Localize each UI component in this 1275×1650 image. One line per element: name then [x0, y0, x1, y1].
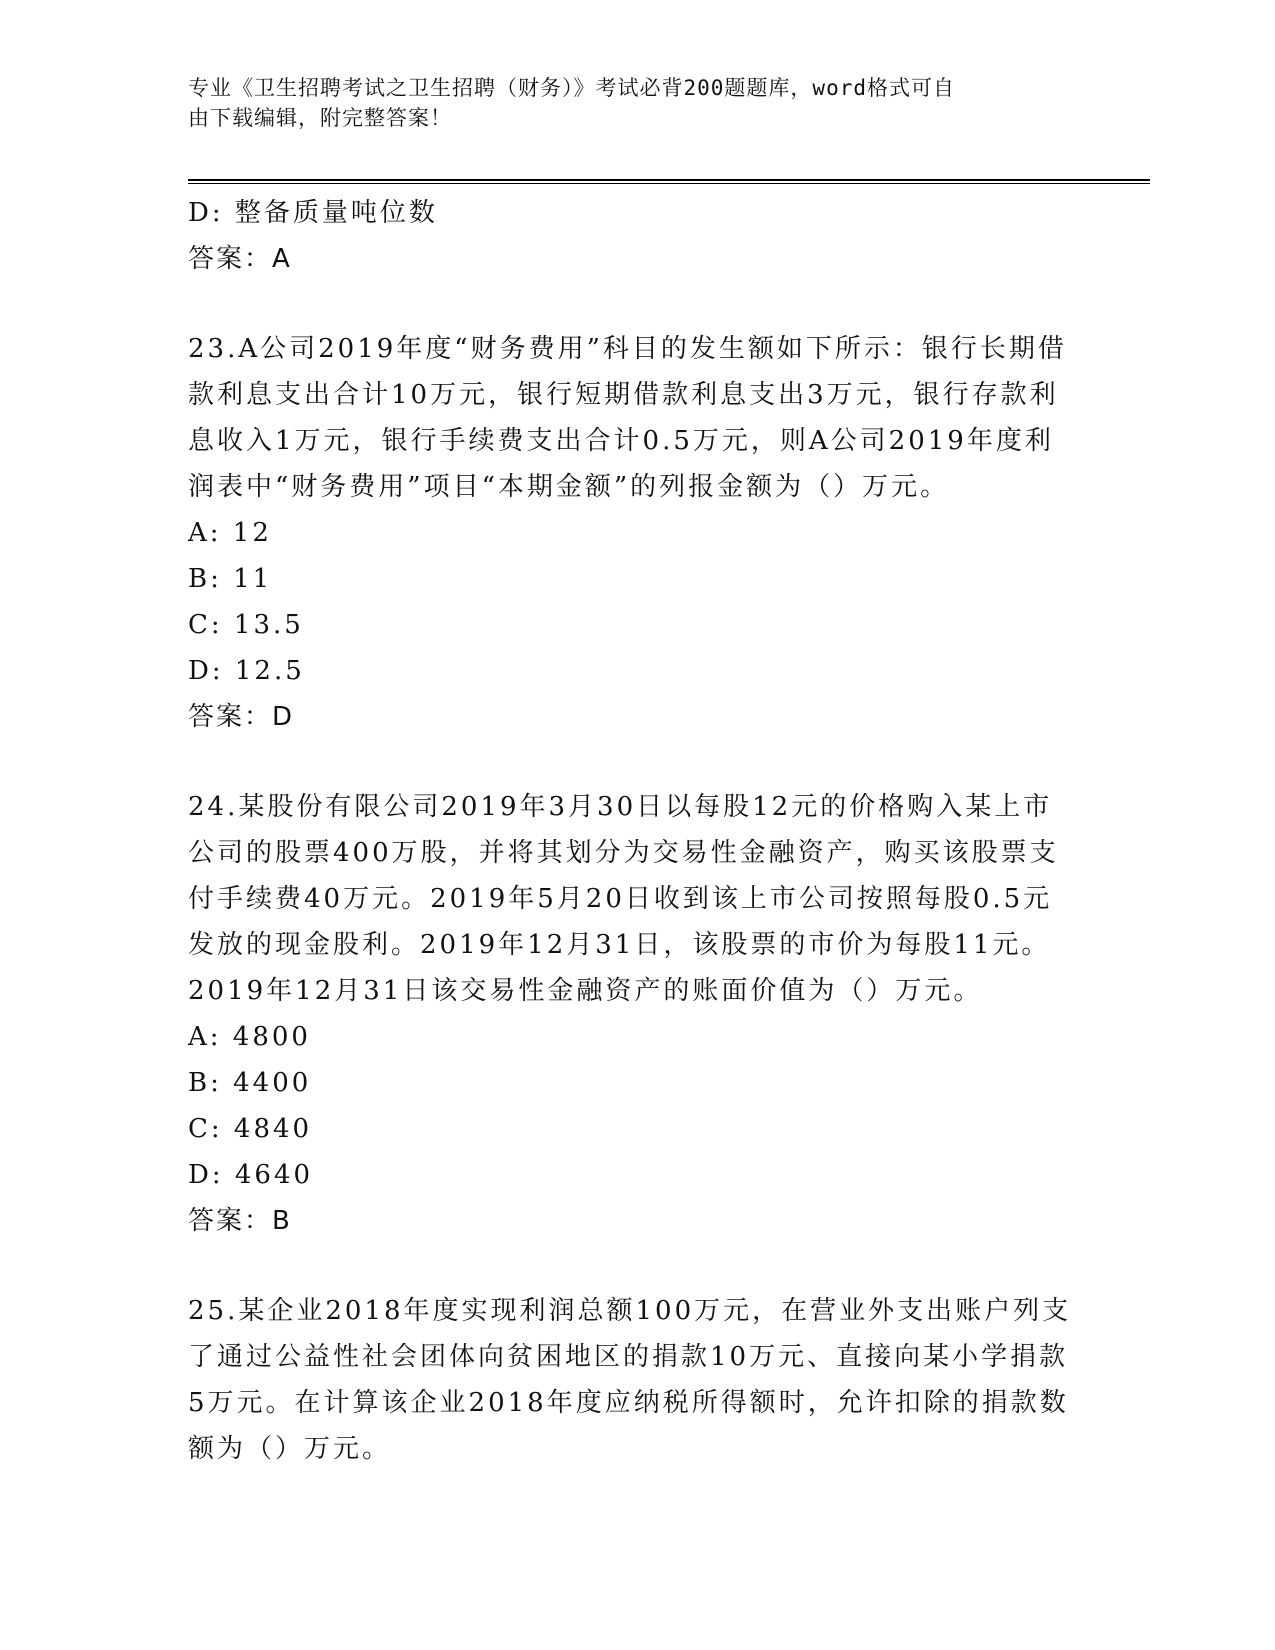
spacer: [188, 282, 1088, 326]
option-d: D: 12.5: [188, 656, 305, 686]
header-line-1: 专业《卫生招聘考试之卫生招聘（财务）》考试必背200题题库，word格式可自: [188, 76, 955, 100]
question-text-line: 润表中“财务费用”项目“本期金额”的列报金额为（）万元。: [188, 472, 950, 502]
option-a: A: 4800: [188, 1022, 311, 1052]
question-24: [188, 784, 1088, 1244]
question-23: [188, 326, 1088, 740]
option-c: C: 13.5: [188, 610, 304, 640]
document-header: [188, 73, 1088, 133]
spacer: [188, 740, 1088, 784]
question-text-line: 发放的现金股利。2019年12月31日，该股票的市价为每股11元。: [188, 930, 1051, 960]
question-text-line: 2019年12月31日该交易性金融资产的账面价值为（）万元。: [188, 976, 983, 1006]
header-divider-thick: [188, 179, 1150, 181]
answer-line: 答案：A: [188, 244, 292, 274]
question-text-line: 24.某股份有限公司2019年3月30日以每股12元的价格购入某上市: [188, 792, 1053, 822]
question-text-line: 额为（）万元。: [188, 1434, 392, 1464]
option-b: B: 11: [188, 564, 273, 594]
header-line-2: 由下载编辑，附完整答案！: [188, 106, 452, 130]
question-text-line: 25.某企业2018年度实现利润总额100万元，在营业外支出账户列支: [188, 1296, 1072, 1326]
question-text-line: 息收入1万元，银行手续费支出合计0.5万元，则A公司2019年度利: [188, 426, 1054, 456]
option-a: A: 12: [188, 518, 272, 548]
option-c: C: 4840: [188, 1114, 313, 1144]
question-25: [188, 1288, 1088, 1472]
question-text-line: 付手续费40万元。2019年5月20日收到该上市公司按照每股0.5元: [188, 884, 1053, 914]
option-d: D: 整备质量吨位数: [188, 198, 438, 228]
question-text-line: 5万元。在计算该企业2018年度应纳税所得额时，允许扣除的捐款数: [188, 1388, 1069, 1418]
header-divider-thin: [188, 183, 1150, 184]
spacer: [188, 1244, 1088, 1288]
option-d: D: 4640: [188, 1160, 314, 1190]
answer-line: 答案：D: [188, 702, 295, 732]
answer-line: 答案：B: [188, 1206, 292, 1236]
document-body: [188, 190, 1088, 1472]
option-b: B: 4400: [188, 1068, 312, 1098]
question-text-line: 款利息支出合计10万元，银行短期借款利息支出3万元，银行存款利: [188, 380, 1059, 410]
question-text-line: 公司的股票400万股，并将其划分为交易性金融资产，购买该股票支: [188, 838, 1059, 868]
question-text-line: 了通过公益性社会团体向贫困地区的捐款10万元、直接向某小学捐款: [188, 1342, 1069, 1372]
question-text-line: 23.A公司2019年度“财务费用”科目的发生额如下所示：银行长期借: [188, 334, 1067, 364]
carry-over-question: [188, 190, 1088, 282]
